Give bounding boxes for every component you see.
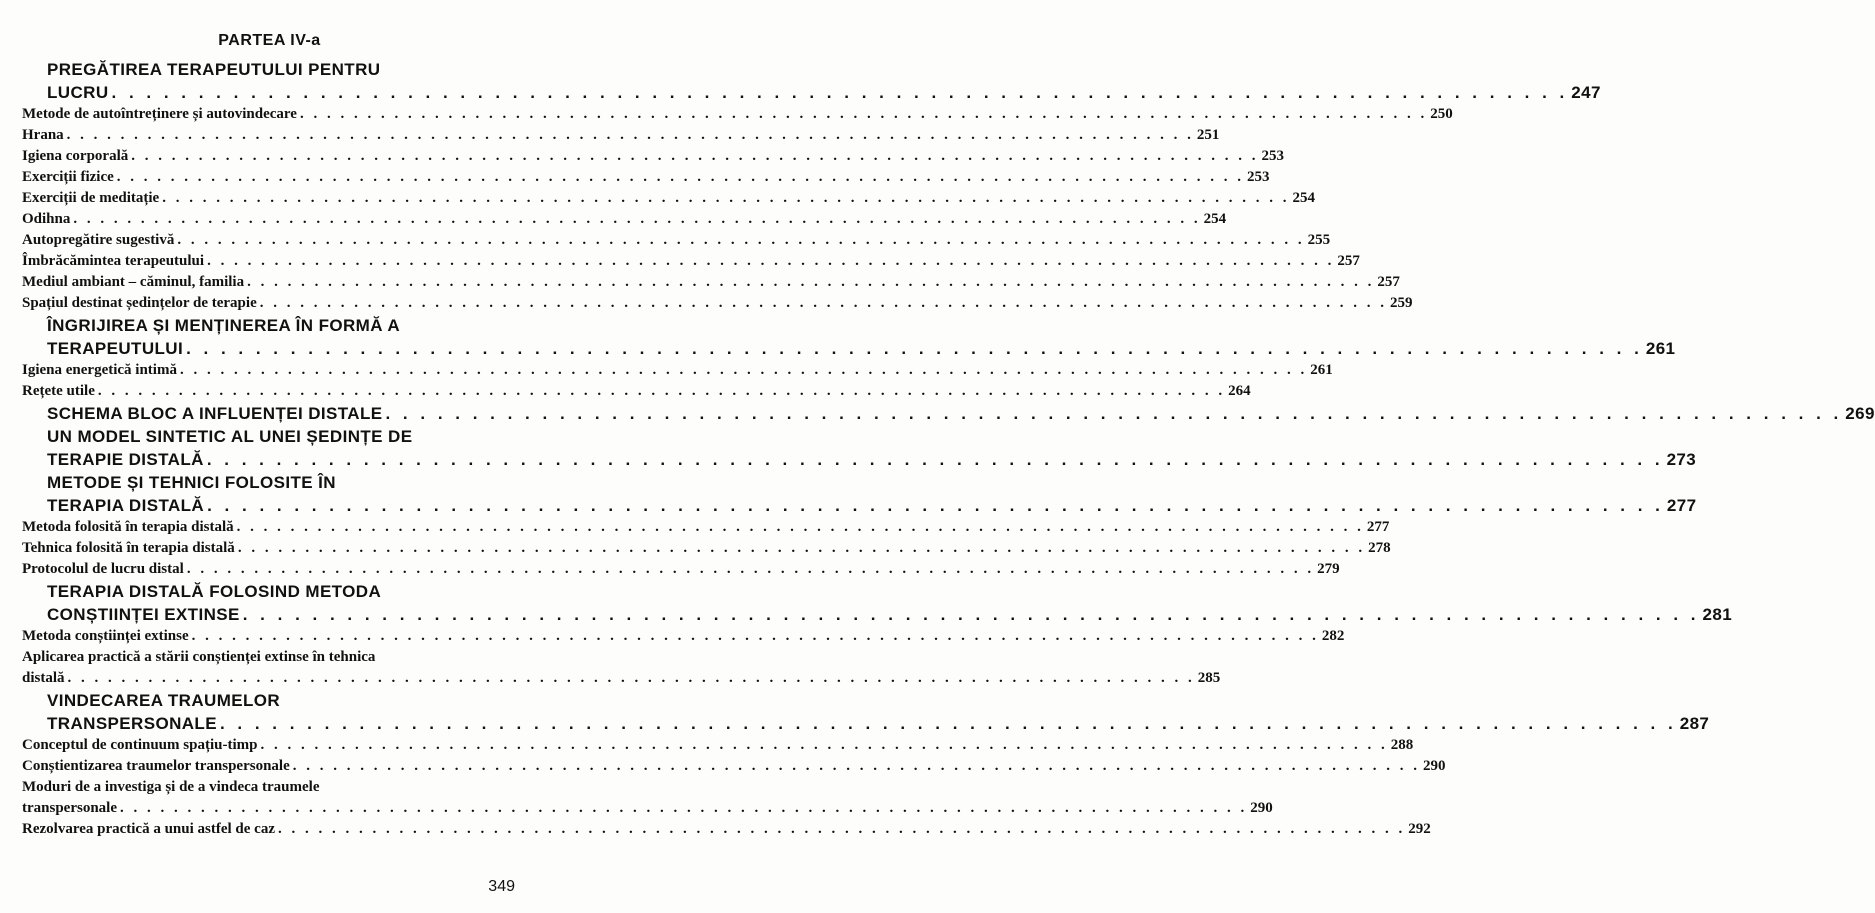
toc-entry bbox=[22, 777, 1273, 819]
entry-title-line: VINDECAREA TRAUMELOR bbox=[47, 691, 281, 710]
entry-title: Exerciții fizice bbox=[22, 169, 114, 185]
entry-page-number: 250 bbox=[1430, 106, 1453, 122]
dot-leader bbox=[120, 798, 1247, 819]
entry-title-line: ÎNGRIJIREA ȘI MENȚINEREA ÎN FORMĂ A bbox=[47, 316, 401, 335]
toc-entry bbox=[22, 517, 1390, 538]
dot-leader bbox=[98, 381, 1225, 402]
entry-title: Autopregătire sugestivă bbox=[22, 232, 175, 248]
toc-entry bbox=[22, 819, 1431, 840]
entry-title: Metode de autoîntreținere și autovindecare bbox=[22, 106, 297, 122]
toc-section-entry bbox=[22, 58, 1601, 104]
dot-leader bbox=[112, 81, 1569, 104]
entry-title: Conștientizarea traumelor transpersonale bbox=[22, 758, 290, 774]
toc-entry bbox=[22, 146, 1284, 167]
entry-page-number: 288 bbox=[1390, 737, 1414, 753]
entry-page-number: 254 bbox=[1292, 190, 1315, 206]
entry-title: CONȘTIINȚEI EXTINSE bbox=[47, 605, 240, 624]
dot-leader bbox=[385, 402, 1842, 425]
toc-entry bbox=[22, 647, 1221, 689]
toc-entry bbox=[22, 125, 1220, 146]
toc-section-entry bbox=[22, 425, 1697, 471]
dot-leader bbox=[260, 293, 1387, 314]
dot-leader bbox=[186, 337, 1643, 360]
entry-page-number: 277 bbox=[1366, 519, 1390, 535]
entry-page-number: 273 bbox=[1666, 450, 1697, 469]
entry-title: SCHEMA BLOC A INFLUENȚEI DISTALE bbox=[47, 404, 383, 423]
entry-page-number: 253 bbox=[1247, 169, 1270, 185]
toc-entry bbox=[22, 559, 1340, 580]
toc-entry bbox=[22, 538, 1391, 559]
toc-entry bbox=[22, 188, 1315, 209]
toc-entry bbox=[22, 251, 1360, 272]
entry-title: LUCRU bbox=[47, 83, 109, 102]
entry-page-number: 259 bbox=[1389, 295, 1413, 311]
toc-entry bbox=[22, 167, 1270, 188]
entry-title-line: Aplicarea practică a stării conștienței extinse în tehnica bbox=[22, 649, 376, 665]
entry-page-number: 290 bbox=[1423, 758, 1446, 774]
entry-title: TERAPEUTULUI bbox=[47, 339, 184, 358]
entry-title-line: Moduri de a investiga și de a vindeca traumele bbox=[22, 779, 320, 795]
toc-entry bbox=[22, 272, 1400, 293]
entry-page-number: 292 bbox=[1408, 821, 1431, 837]
entry-page-number: 261 bbox=[1645, 339, 1676, 358]
entry-page-number: 285 bbox=[1197, 670, 1221, 686]
dot-leader bbox=[117, 167, 1244, 188]
toc-entry bbox=[22, 230, 1331, 251]
entry-title: Mediul ambiant – căminul, familia bbox=[22, 274, 245, 290]
entry-title: Rezolvarea practică a unui astfel de caz bbox=[22, 821, 276, 837]
toc-entry bbox=[22, 626, 1345, 647]
dot-leader bbox=[131, 146, 1258, 167]
entry-title: TERAPIE DISTALĂ bbox=[47, 450, 204, 469]
dot-leader bbox=[73, 209, 1200, 230]
entry-title: Exerciții de meditație bbox=[22, 190, 160, 206]
entry-page-number: 255 bbox=[1307, 232, 1331, 248]
toc-entry bbox=[22, 293, 1413, 314]
entry-title: transpersonale bbox=[22, 800, 117, 816]
entry-title: Metoda conștiinței extinse bbox=[22, 628, 189, 644]
entry-page-number: 278 bbox=[1368, 540, 1391, 556]
entry-title-line: UN MODEL SINTETIC AL UNEI ȘEDINȚE DE bbox=[47, 427, 413, 446]
toc-entry bbox=[22, 104, 1453, 125]
dot-leader bbox=[192, 626, 1319, 647]
entry-page-number: 254 bbox=[1203, 211, 1227, 227]
entry-page-number: 287 bbox=[1679, 714, 1710, 733]
toc-entry bbox=[22, 735, 1414, 756]
toc-entry bbox=[22, 209, 1227, 230]
entry-page-number: 282 bbox=[1321, 628, 1345, 644]
entry-title: Spațiul destinat ședințelor de terapie bbox=[22, 295, 257, 311]
dot-leader bbox=[67, 125, 1194, 146]
entry-title: Protocolul de lucru distal bbox=[22, 561, 184, 577]
dot-leader bbox=[68, 668, 1195, 689]
entry-title: Tehnica folosită în terapia distală bbox=[22, 540, 235, 556]
entry-title: TRANSPERSONALE bbox=[47, 714, 217, 733]
entry-title: Conceptul de continuum spațiu-timp bbox=[22, 737, 258, 753]
dot-leader bbox=[238, 538, 1365, 559]
dot-leader bbox=[207, 251, 1334, 272]
dot-leader bbox=[300, 104, 1427, 125]
toc-entry bbox=[22, 381, 1251, 402]
entry-page-number: 290 bbox=[1250, 800, 1273, 816]
entry-page-number: 269 bbox=[1845, 404, 1875, 423]
entry-title-line: PREGĂTIREA TERAPEUTULUI PENTRU bbox=[47, 60, 381, 79]
dot-leader bbox=[162, 188, 1289, 209]
toc-section-entry bbox=[22, 402, 1875, 425]
toc-section-entry bbox=[22, 580, 1733, 626]
dot-leader bbox=[187, 559, 1314, 580]
entry-title: Hrana bbox=[22, 127, 64, 143]
entry-title: Igiena energetică intimă bbox=[22, 362, 177, 378]
table-of-contents bbox=[22, 58, 1875, 840]
toc-section-entry bbox=[22, 314, 1676, 360]
entry-title-line: METODE ȘI TEHNICI FOLOSITE ÎN bbox=[47, 473, 336, 492]
entry-page-number: 261 bbox=[1310, 362, 1333, 378]
entry-title: Metoda folosită în terapia distală bbox=[22, 519, 234, 535]
toc-section-entry bbox=[22, 689, 1710, 735]
entry-page-number: 253 bbox=[1261, 148, 1284, 164]
entry-title-line: TERAPIA DISTALĂ FOLOSIND METODA bbox=[47, 582, 382, 601]
entry-page-number: 257 bbox=[1337, 253, 1360, 269]
toc-entry bbox=[22, 756, 1446, 777]
toc-section-entry bbox=[22, 471, 1697, 517]
entry-page-number: 264 bbox=[1228, 383, 1251, 399]
entry-title: Rețete utile bbox=[22, 383, 95, 399]
dot-leader bbox=[243, 603, 1700, 626]
dot-leader bbox=[260, 735, 1387, 756]
entry-title: distală bbox=[22, 670, 65, 686]
toc-entry bbox=[22, 360, 1333, 381]
dot-leader bbox=[207, 448, 1664, 471]
entry-title: Odihna bbox=[22, 211, 71, 227]
entry-page-number: 251 bbox=[1196, 127, 1220, 143]
part-title: PARTEA IV-a bbox=[218, 32, 321, 49]
entry-title: TERAPIA DISTALĂ bbox=[47, 496, 205, 515]
entry-page-number: 281 bbox=[1702, 605, 1733, 624]
entry-title: Îmbrăcămintea terapeutului bbox=[22, 253, 205, 269]
entry-page-number: 279 bbox=[1317, 561, 1340, 577]
page-number: 349 bbox=[488, 878, 515, 895]
dot-leader bbox=[278, 819, 1405, 840]
dot-leader bbox=[220, 712, 1677, 735]
dot-leader bbox=[177, 230, 1304, 251]
entry-page-number: 277 bbox=[1666, 496, 1697, 515]
entry-page-number: 247 bbox=[1571, 83, 1601, 102]
dot-leader bbox=[247, 272, 1374, 293]
dot-leader bbox=[237, 517, 1364, 538]
entry-page-number: 257 bbox=[1377, 274, 1400, 290]
entry-title: Igiena corporală bbox=[22, 148, 129, 164]
dot-leader bbox=[293, 756, 1420, 777]
dot-leader bbox=[207, 494, 1664, 517]
dot-leader bbox=[180, 360, 1307, 381]
